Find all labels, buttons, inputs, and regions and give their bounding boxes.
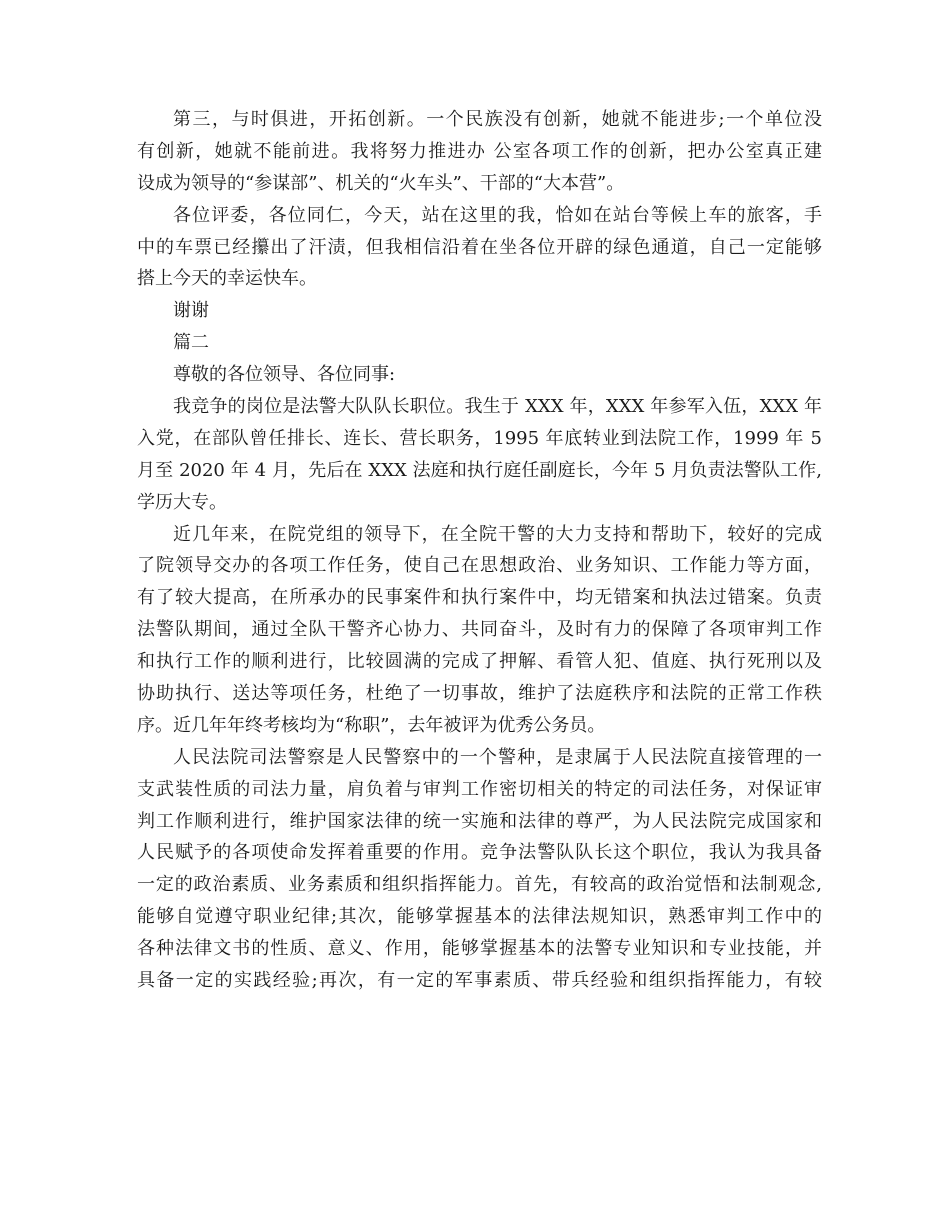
text-line: 了院领导交办的各项工作任务，使自己在思想政治、业务知识、工作能力等方面， — [137, 555, 822, 577]
paragraph — [137, 295, 822, 327]
paragraph — [137, 519, 822, 742]
text-line: 月至 2020 年 4 月，先后在 XXX 法庭和执行庭任副庭长，今年 5 月负责法警队工作, — [137, 459, 822, 481]
text-line: 能够自觉遵守职业纪律;其次，能够掌握基本的法律法规知识，熟悉审判工作中的 — [137, 906, 822, 928]
text-line: 一定的政治素质、业务素质和组织指挥能力。首先，有较高的政治觉悟和法制观念, — [137, 874, 822, 896]
paragraph — [137, 104, 822, 200]
text-line: 各位评委，各位同仁，今天，站在这里的我，恰如在站台等候上车的旅客，手 — [173, 204, 822, 226]
text-line: 判工作顺利进行，维护国家法律的统一实施和法律的尊严，为人民法院完成国家和 — [137, 810, 822, 832]
text-line: 学历大专。 — [137, 491, 227, 513]
paragraph — [137, 391, 822, 519]
text-line: 谢谢 — [173, 300, 209, 322]
text-line: 设成为领导的“参谋部”、机关的“火车头”、干部的“大本营”。 — [137, 172, 625, 194]
salutation: 尊敬的各位领导、各位同事: — [173, 364, 396, 386]
text-line: 支武装性质的司法力量，肩负着与审判工作密切相关的特定的司法任务，对保证审 — [137, 778, 822, 800]
text-line: 入党，在部队曾任排长、连长、营长职务，1995 年底转业到法院工作，1999 年 5 — [137, 427, 822, 449]
text-line: 各种法律文书的性质、意义、作用，能够掌握基本的法警专业知识和专业技能，并 — [137, 938, 822, 960]
text-line: 和执行工作的顺利进行，比较圆满的完成了押解、看管人犯、值庭、执行死刑以及 — [137, 651, 822, 673]
text-line: 搭上今天的幸运快车。 — [137, 268, 317, 290]
text-line: 协助执行、送达等项任务，杜绝了一切事故，维护了法庭秩序和法院的正常工作秩 — [137, 683, 822, 705]
paragraph — [137, 359, 822, 391]
text-line: 近几年来，在院党组的领导下，在全院干警的大力支持和帮助下，较好的完成 — [173, 523, 822, 545]
text-line: 第三，与时俱进，开拓创新。一个民族没有创新，她就不能进步;一个单位没 — [173, 109, 822, 130]
text-line: 我竞争的岗位是法警大队队长职位。我生于 XXX 年，XXX 年参军入伍，XXX 年 — [173, 396, 822, 418]
paragraph — [137, 200, 822, 296]
paragraph — [137, 742, 822, 997]
text-line: 序。近几年年终考核均为“称职”，去年被评为优秀公务员。 — [137, 714, 606, 736]
text-line: 人民赋予的各项使命发挥着重要的作用。竞争法警队队长这个职位，我认为我具备 — [137, 842, 822, 864]
paragraph — [137, 327, 822, 359]
text-line: 具备一定的实践经验;再次，有一定的军事素质、带兵经验和组织指挥能力，有较 — [137, 970, 822, 992]
text-line: 中的车票已经攥出了汗渍，但我相信沿着在坐各位开辟的绿色通道，自己一定能够 — [137, 236, 822, 258]
text-line: 法警队期间，通过全队干警齐心协力、共同奋斗，及时有力的保障了各项审判工作 — [137, 619, 822, 641]
document-page — [137, 104, 822, 997]
text-line: 有创新，她就不能前进。我将努力推进办 公室各项工作的创新，把办公室真正建 — [137, 140, 822, 162]
text-line: 人民法院司法警察是人民警察中的一个警种，是隶属于人民法院直接管理的一 — [173, 746, 822, 768]
text-line: 有了较大提高，在所承办的民事案件和执行案件中，均无错案和执法过错案。负责 — [137, 587, 822, 609]
section-heading: 篇二 — [173, 332, 209, 354]
